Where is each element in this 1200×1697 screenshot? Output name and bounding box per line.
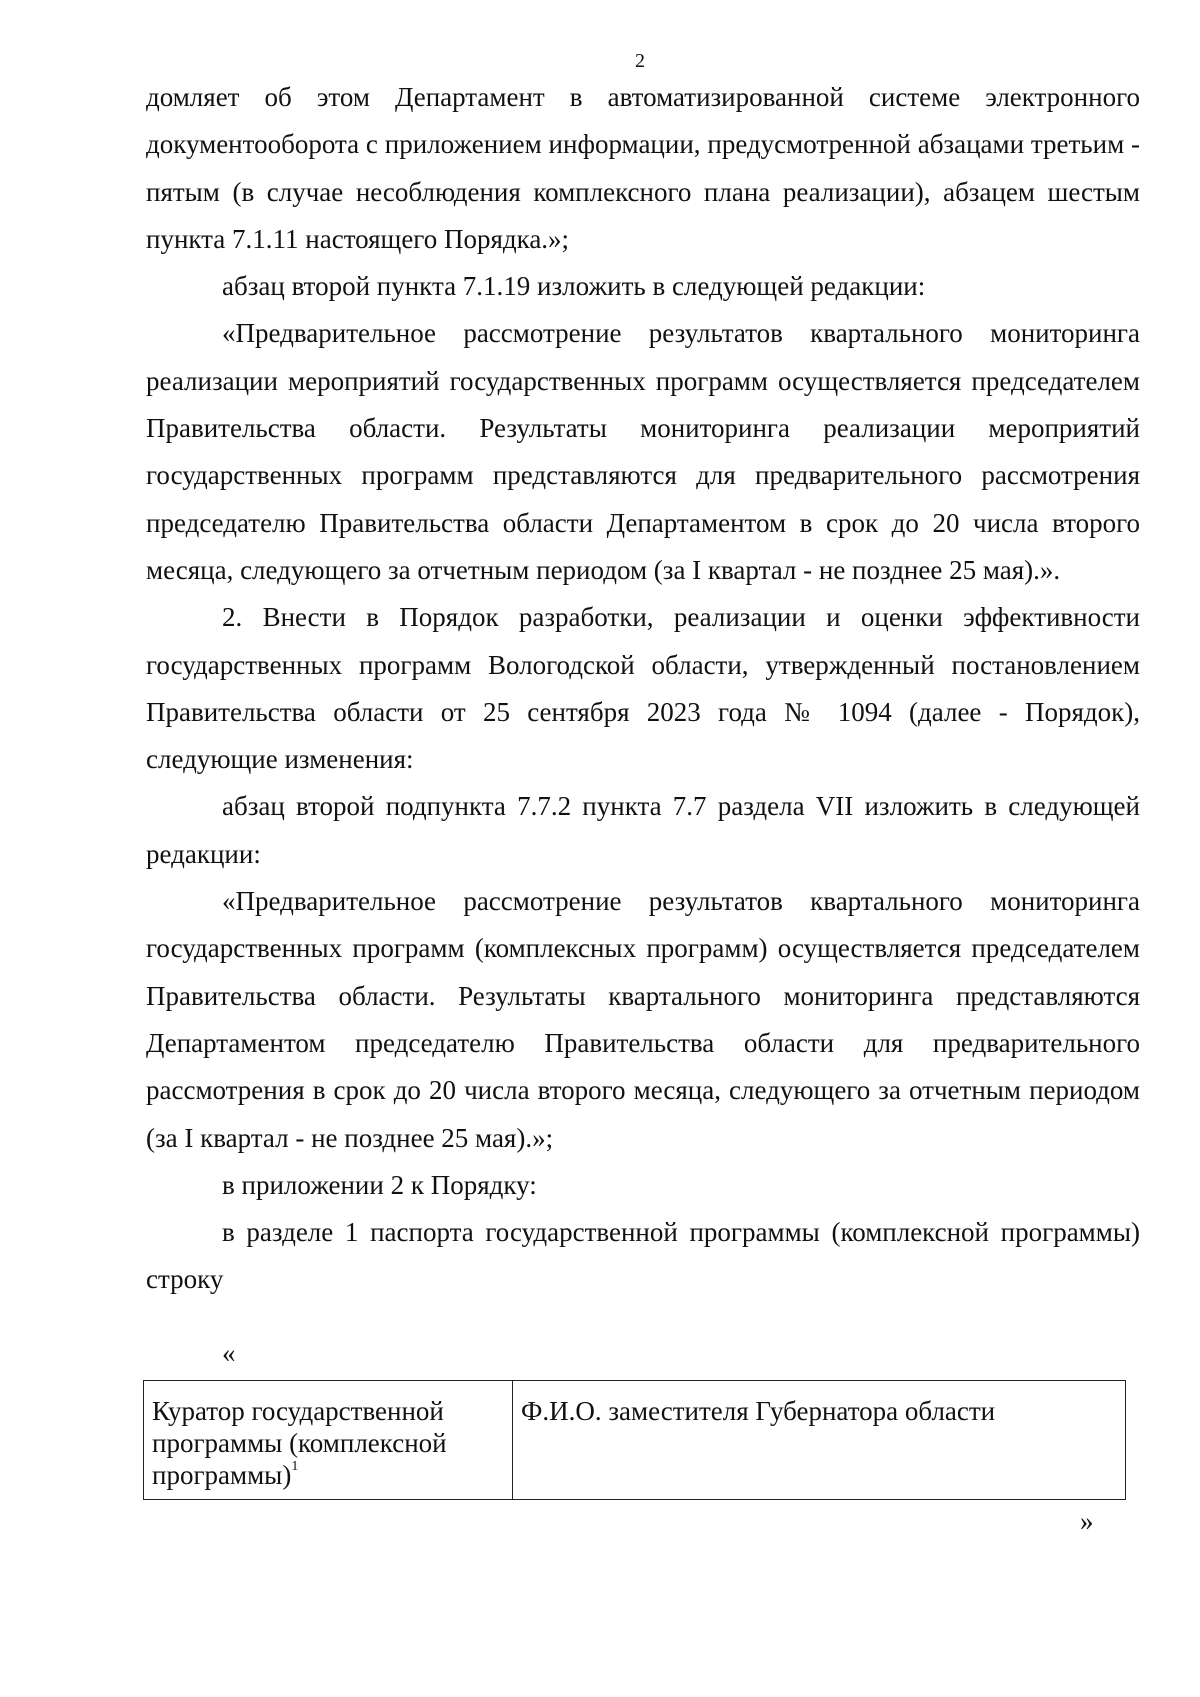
- opening-quote-mark: «: [222, 1338, 236, 1368]
- paragraph-amendment-7-7-2: абзац второй подпункта 7.7.2 пункта 7.7 раздела VII изложить в следующей редакции:: [146, 791, 1140, 869]
- paragraph-amendment-7-1-19: абзац второй пункта 7.1.19 изложить в следующей редакции:: [222, 271, 926, 302]
- paragraph-item-2: 2. Внести в Порядок разработки, реализации и оценки эффективности государственных программ Вологодской области, утвержденный постановлением Правительства области от 25 сентября 2023 года № 1094 (далее - Порядок), следующие изменения:: [146, 602, 1140, 775]
- paragraph-quoted-text-2: «Предварительное рассмотрение результатов квартального мониторинга государственных программ (комплексных программ) осуществляется председателем Правительства области. Результаты квартального мониторинга представляются Департаментом председателю Правительства области для предварительного рассмотрения в срок до 20 числа второго месяца, следующего за отчетным периодом (за I квартал - не позднее 25 мая).»;: [146, 886, 1140, 1153]
- paragraph-continuation: домляет об этом Департамент в автоматизированной системе электронного документооборота с приложением информации, предусмотренной абзацами третьим - пятым (в случае несоблюдения комплексного плана реализации), абзацем шестым пункта 7.1.11 настоящего Порядка.»;: [146, 82, 1140, 254]
- document-body: [146, 74, 1140, 1304]
- table-row: [144, 1381, 1126, 1500]
- closing-quote-mark: »: [1080, 1506, 1094, 1536]
- table-cell-value: [513, 1381, 1126, 1500]
- table-cell-label: [144, 1381, 513, 1500]
- footnote-marker: 1: [291, 1459, 299, 1474]
- paragraph-quoted-text-1: «Предварительное рассмотрение результатов квартального мониторинга реализации мероприятий государственных программ осуществляется председателем Правительства области. Результаты мониторинга реализации мероприятий государственных программ представляются для предварительного рассмотрения председателю Правительства области Департаментом в срок до 20 числа второго месяца, следующего за отчетным периодом (за I квартал - не позднее 25 мая).».: [146, 318, 1140, 585]
- paragraph-section-1: в разделе 1 паспорта государственной программы (комплексной программы) строку: [146, 1217, 1140, 1295]
- curator-value: Ф.И.О. заместителя Губернатора области: [521, 1396, 996, 1426]
- curator-label: Куратор государственной программы (комплексной программы): [152, 1396, 447, 1490]
- paragraph-appendix-2: в приложении 2 к Порядку:: [222, 1169, 537, 1200]
- passport-row-table: [143, 1380, 1126, 1500]
- page-number: 2: [635, 50, 645, 72]
